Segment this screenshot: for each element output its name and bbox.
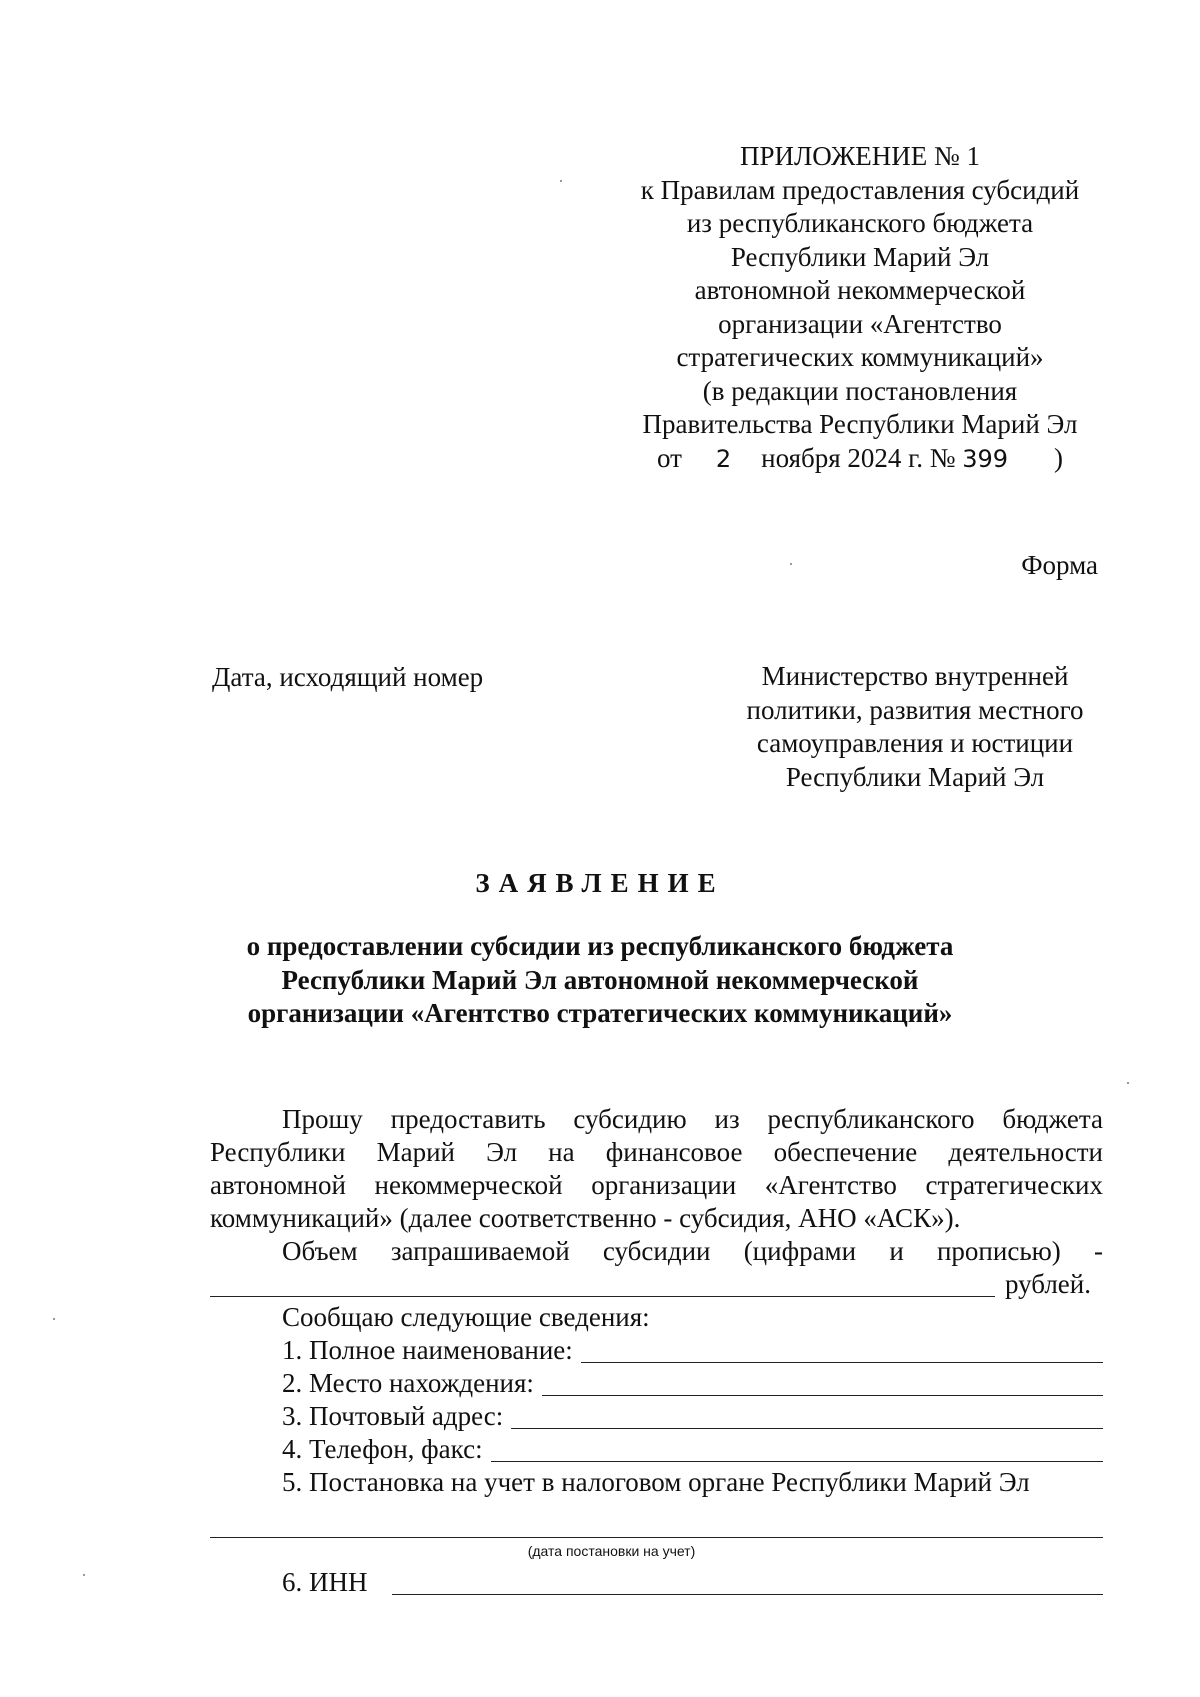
appendix-line: из республиканского бюджета <box>686 208 1034 238</box>
scan-speck <box>53 1318 55 1320</box>
appendix-block <box>630 140 1090 476</box>
info-intro-row <box>210 1301 1103 1334</box>
date-day: 2 <box>715 444 732 473</box>
appendix-title: ПРИЛОЖЕНИЕ № 1 <box>739 141 981 171</box>
full-name-input[interactable] <box>581 1338 1103 1363</box>
request-line: коммуникаций» (далее соответственно - субсидия, АНО «АСК»). <box>210 1203 961 1233</box>
ministry-line: Министерство внутренней <box>761 661 1069 691</box>
location-row <box>210 1367 1103 1400</box>
date-suffix: ) <box>1054 442 1064 473</box>
appendix-date-line <box>630 442 1090 477</box>
full-name-label: 1. Полное наименование: <box>282 1335 573 1365</box>
appendix-line: Правительства Республики Марий Эл <box>642 409 1078 439</box>
info-intro: Сообщаю следующие сведения: <box>282 1302 650 1332</box>
postal-address-input[interactable] <box>511 1404 1103 1429</box>
tax-registration-date-input[interactable] <box>210 1517 1103 1538</box>
ministry-line: политики, развития местного <box>746 694 1084 725</box>
subheading-line: Республики Марий Эл автономной некоммерческой <box>281 964 919 995</box>
phone-fax-row <box>210 1433 1103 1466</box>
scan-speck <box>83 1574 85 1576</box>
postal-address-label: 3. Почтовый адрес: <box>282 1401 504 1431</box>
tax-registration-row <box>210 1466 1103 1499</box>
document-subheading <box>200 930 1000 1031</box>
appendix-line: стратегических коммуникаций» <box>676 342 1044 372</box>
location-label: 2. Место нахождения: <box>282 1368 534 1398</box>
request-line: Республики Марий Эл на финансовое обеспечение деятельности <box>210 1137 1103 1167</box>
date-prefix: от <box>656 442 682 473</box>
volume-label: Объем запрашиваемой субсидии (цифрами и прописью) - <box>282 1236 1103 1266</box>
subsidy-amount-input[interactable] <box>210 1272 995 1297</box>
appendix-line: автономной некоммерческой <box>694 275 1026 305</box>
location-input[interactable] <box>542 1371 1103 1396</box>
scan-speck <box>790 563 792 565</box>
full-name-row <box>210 1334 1103 1367</box>
document-heading: ЗАЯВЛЕНИЕ <box>475 868 725 898</box>
ministry-line: самоуправления и юстиции <box>756 728 1074 758</box>
date-month-year: ноября 2024 г. № <box>761 442 956 473</box>
date-number-label: Дата, исходящий номер <box>212 662 484 692</box>
subheading-line: организации «Агентство стратегических коммуникаций» <box>247 998 953 1028</box>
postal-address-row <box>210 1400 1103 1433</box>
amount-row <box>210 1268 1103 1301</box>
request-line: автономной некоммерческой организации «Агентство стратегических <box>210 1170 1103 1200</box>
appendix-line: организации «Агентство <box>718 308 1002 339</box>
inn-row <box>210 1566 1103 1599</box>
scan-speck <box>560 180 562 182</box>
phone-fax-input[interactable] <box>491 1437 1103 1462</box>
subheading-line: о предоставлении субсидии из республиканского бюджета <box>246 931 954 961</box>
inn-label: 6. ИНН <box>282 1567 368 1597</box>
tax-registration-caption: (дата постановки на учет) <box>527 1543 696 1559</box>
inn-input[interactable] <box>392 1570 1104 1595</box>
form-label: Форма <box>1021 550 1098 580</box>
appendix-line: Республики Марий Эл <box>730 241 990 272</box>
request-line: Прошу предоставить субсидию из республиканского бюджета <box>282 1104 1103 1134</box>
ministry-line: Республики Марий Эл <box>785 761 1045 792</box>
tax-registration-label: 5. Постановка на учет в налоговом органе Республики Марий Эл <box>282 1467 1030 1497</box>
application-body <box>210 1103 1103 1599</box>
date-number: 399 <box>962 444 1009 473</box>
scan-speck <box>1127 1082 1129 1084</box>
appendix-line: (в редакции постановления <box>702 375 1018 406</box>
ministry-block <box>720 660 1110 794</box>
rubles-suffix: рублей. <box>1004 1269 1091 1299</box>
appendix-line: к Правилам предоставления субсидий <box>640 174 1080 205</box>
phone-fax-label: 4. Телефон, факс: <box>282 1434 483 1464</box>
